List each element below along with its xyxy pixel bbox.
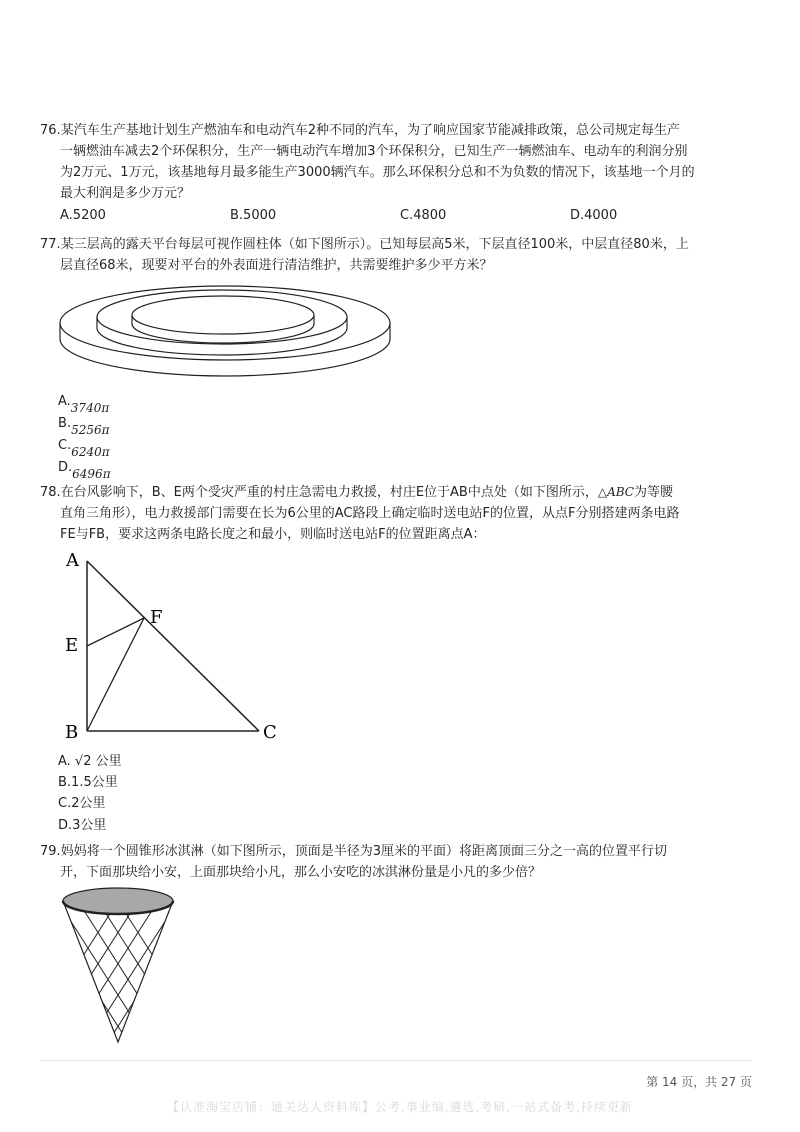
label-c: C [263,722,277,743]
question-line: 直角三角形），电力救援部门需要在长为6公里的AC路段上确定临时送电站F的位置，从点F分别搭建两条电路 [60,506,680,521]
question-79 [40,841,752,883]
option-c[interactable]: C.6240π [58,438,110,459]
question-number: 79. [40,844,61,859]
question-line: 层直径68米，现要对平台的外表面进行清洁维护，共需要维护多少平方米？ [60,258,493,273]
question-78 [40,482,752,545]
question-line: 开，下面那块给小安，上面那块给小凡，那么小安吃的冰淇淋份量是小凡的多少倍？ [60,865,542,880]
option-c[interactable]: C.2公里 [58,796,106,811]
cylinder-platform-figure [55,284,395,384]
option-d[interactable]: D.4000 [570,208,618,223]
question-number: 77. [40,237,61,252]
option-b[interactable]: B.5000 [230,208,277,223]
option-a[interactable]: A. √2 公里 [58,754,122,769]
label-b: B [65,722,79,743]
option-b[interactable]: B.5256π [58,416,110,437]
option-a[interactable]: A.3740π [58,394,110,415]
footer-divider [40,1060,752,1061]
label-e: E [65,635,79,656]
page-indicator: 第 14 页，共 27 页 [646,1075,752,1089]
question-number: 76. [40,123,61,138]
question-line: 一辆燃油车减去2个环保积分，生产一辆电动汽车增加3个环保积分，已知生产一辆燃油车、电动车的利润分别 [60,144,688,159]
option-a[interactable]: A.5200 [60,208,106,223]
option-d[interactable]: D.6496π [58,460,111,481]
triangle-figure [58,548,288,748]
option-c[interactable]: C.4800 [400,208,447,223]
triangle-name: △ABC [597,485,634,499]
question-line: 某汽车生产基地计划生产燃油车和电动汽车2种不同的汽车，为了响应国家节能减排政策，总公司规定每生产 [60,123,680,138]
option-d[interactable]: D.3公里 [58,818,107,833]
question-line: 为2万元、1万元，该基地每月最多能生产3000辆汽车。那么环保积分总和不为负数的情况下，该基地一个月的 [60,165,695,180]
question-line: 某三层高的露天平台每层可视作圆柱体（如下图所示）。已知每层高5米，下层直径100米，中层直径80米，上 [60,237,689,252]
question-76 [40,120,752,204]
option-b[interactable]: B.1.5公里 [58,775,118,790]
question-line: 妈妈将一个圆锥形冰淇淋（如下图所示，顶面是半径为3厘米的平面）将距离顶面三分之一高的位置平行切 [60,844,667,859]
question-line: 在台风影响下，B、E两个受灾严重的村庄急需电力救援，村庄E位于AB中点处（如下图所示， [60,485,598,500]
question-line: 最大利润是多少万元？ [60,186,191,201]
question-number: 78. [40,485,61,500]
question-line: FE与FB，要求这两条电路长度之和最小，则临时送电站F的位置距离点A： [60,527,486,542]
ice-cream-cone-figure [58,884,178,1046]
question-line: 为等腰 [633,485,673,500]
question-77 [40,234,752,276]
label-f: F [150,607,163,628]
watermark-text: 【认准淘宝店铺：通关达人资料库】公考,事业编,遴选,考研,一站式备考,持续更新 [166,1100,634,1114]
label-a: A [66,550,79,571]
